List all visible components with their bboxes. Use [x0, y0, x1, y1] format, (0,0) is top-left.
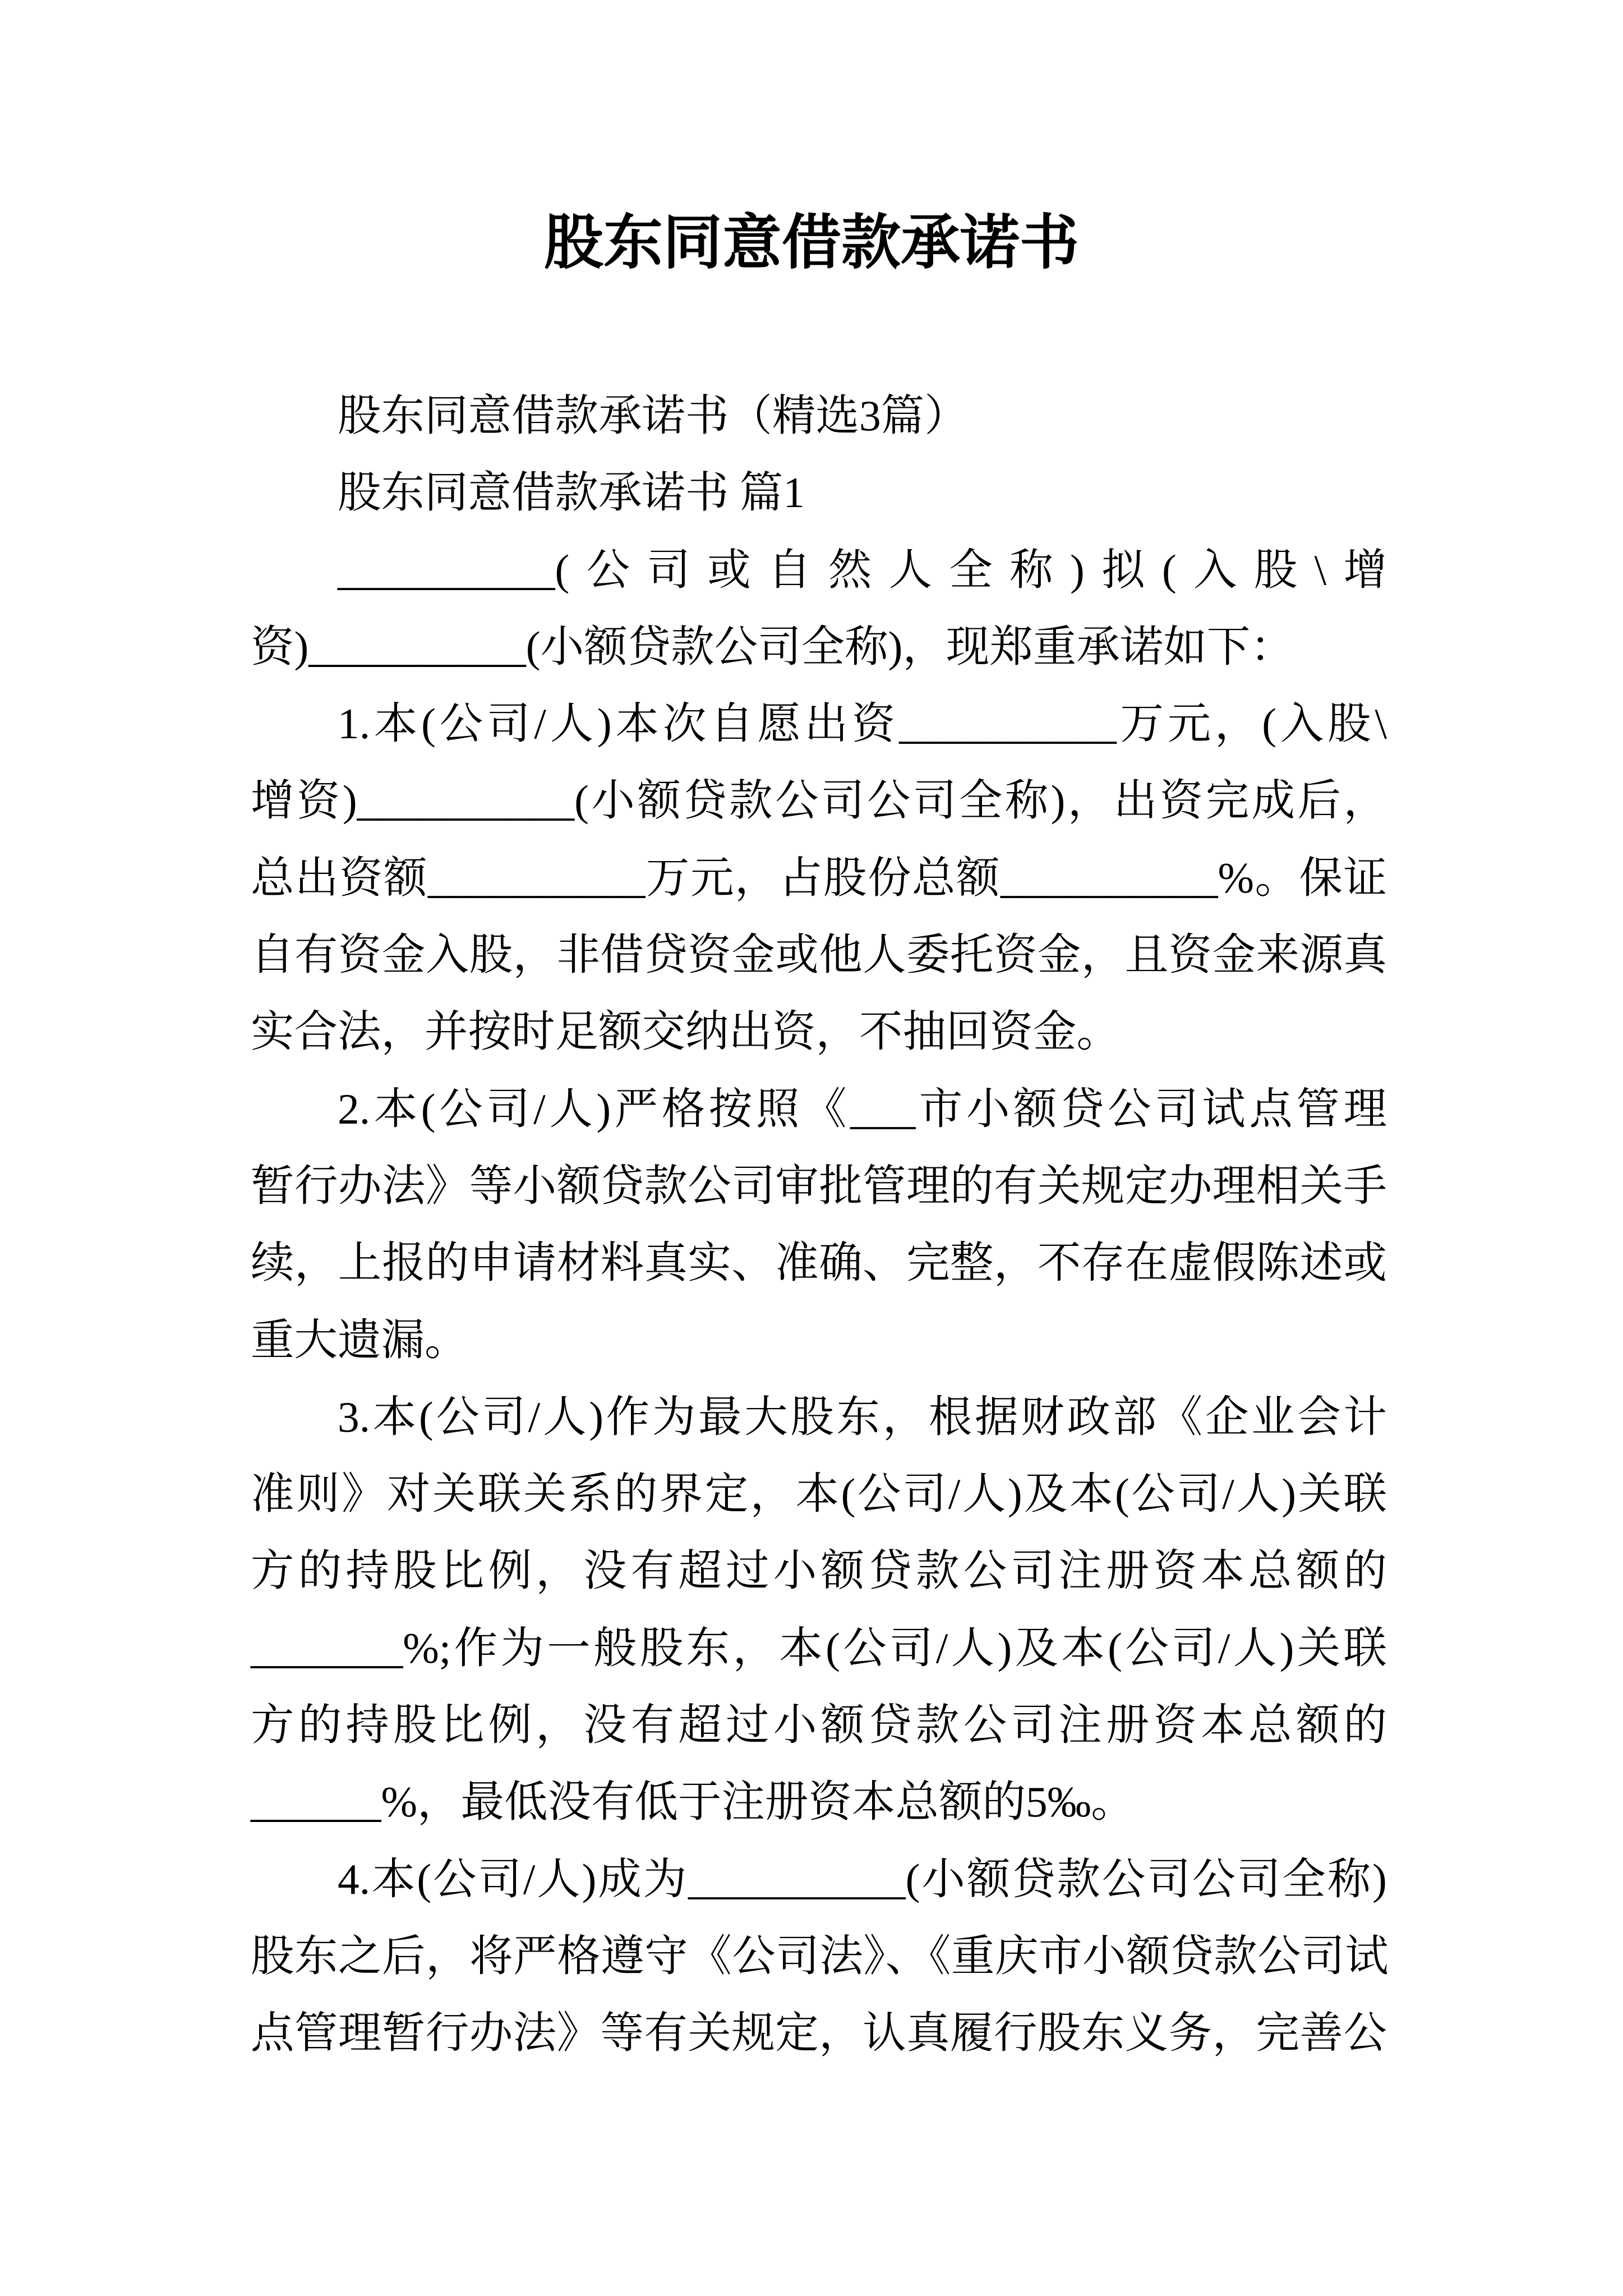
paragraph-line: 点管理暂行办法》等有关规定，认真履行股东义务，完善公 [251, 2009, 1387, 2058]
paragraph-line: 2.本(公司/人)严格按照《___市小额贷公司试点管理 [338, 1084, 1387, 1133]
paragraph-subtitle [251, 378, 1387, 454]
paragraph-intro [251, 532, 1387, 686]
paragraph-line: __________(公司或自然人全称)拟(入股\增 [338, 545, 1387, 594]
paragraph-line: 3.本(公司/人)作为最大股东，根据财政部《企业会计 [338, 1392, 1387, 1441]
paragraph-item-1 [251, 685, 1387, 1070]
paragraph-section-heading [251, 454, 1387, 531]
paragraph-line: 资)__________(小额贷款公司全称)，现郑重承诺如下： [251, 622, 1294, 671]
paragraph-item-4 [251, 1841, 1387, 2072]
paragraph-line: 股东之后，将严格遵守《公司法》、《重庆市小额贷款公司试 [251, 1931, 1387, 1980]
paragraph-item-3 [251, 1379, 1387, 1841]
paragraph-line: 增资)__________(小额贷款公司公司全称)，出资完成后， [251, 776, 1387, 825]
paragraph-item-2 [251, 1071, 1387, 1379]
paragraph-line: 准则》对关联关系的界定，本(公司/人)及本(公司/人)关联 [251, 1470, 1387, 1519]
paragraph-line: 方的持股比例，没有超过小额贷款公司注册资本总额的 [251, 1701, 1387, 1750]
paragraph-line: _______%;作为一般股东，本(公司/人)及本(公司/人)关联 [251, 1623, 1387, 1672]
paragraph-line: 暂行办法》等小额贷款公司审批管理的有关规定办理相关手 [251, 1161, 1387, 1210]
paragraph-line: 实合法，并按时足额交纳出资，不抽回资金。 [251, 1007, 1121, 1056]
paragraph-line: 总出资额__________万元，占股份总额__________%。保证 [251, 853, 1387, 902]
paragraph-line: 4.本(公司/人)成为__________(小额贷款公司公司全称) [338, 1855, 1387, 1903]
paragraph-line: 1.本(公司/人)本次自愿出资__________万元，(入股\ [338, 700, 1387, 748]
paragraph-line: 重大遗漏。 [251, 1315, 468, 1364]
paragraph-line: 方的持股比例，没有超过小额贷款公司注册资本总额的 [251, 1547, 1387, 1595]
paragraph-line: 续，上报的申请材料真实、准确、完整，不存在虚假陈述或 [251, 1239, 1387, 1287]
paragraph-line: ______%，最低没有低于注册资本总额的5‰。 [251, 1778, 1135, 1826]
document-body [251, 378, 1387, 2072]
document-title: 股东同意借款承诺书 [544, 210, 1079, 276]
paragraph-line: 股东同意借款承诺书（精选3篇） [338, 392, 968, 440]
paragraph-line: 自有资金入股，非借贷资金或他人委托资金，且资金来源真 [251, 931, 1387, 979]
paragraph-line: 股东同意借款承诺书 篇1 [338, 468, 805, 517]
